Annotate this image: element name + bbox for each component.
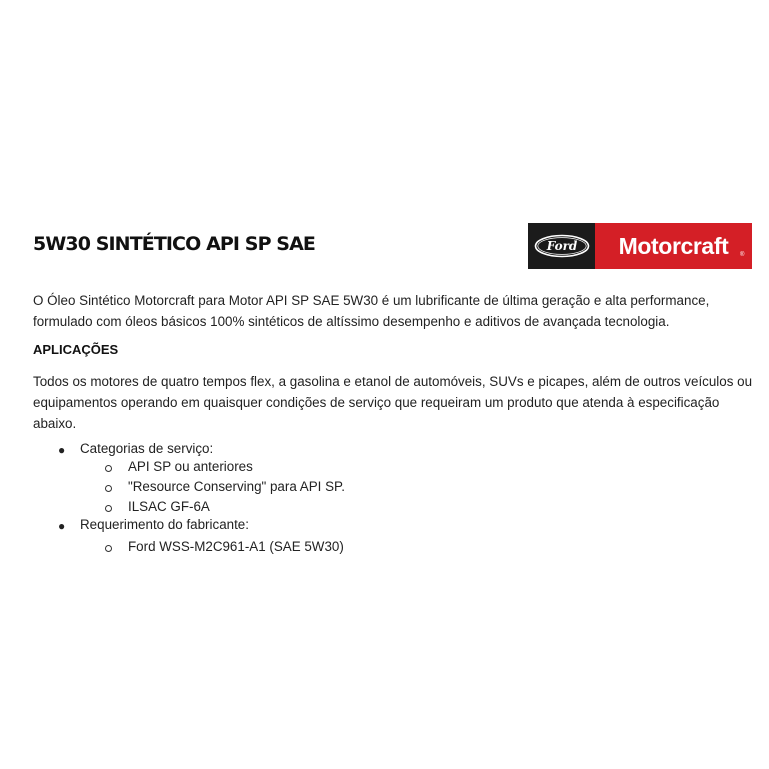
- ford-oval-logo: [528, 223, 595, 269]
- document-title: 5W30 SINTÉTICO API SP SAE: [33, 233, 315, 255]
- sub-bullet-icon: [105, 485, 112, 492]
- list-item: "Resource Conserving" para API SP.: [128, 479, 345, 494]
- bullet-icon: ●: [58, 519, 66, 533]
- ford-oval-icon: [534, 234, 590, 258]
- sub-bullet-icon: [105, 545, 112, 552]
- sub-bullet-icon: [105, 505, 112, 512]
- bullet-icon: ●: [58, 443, 66, 457]
- intro-paragraph: O Óleo Sintético Motorcraft para Motor API SP SAE 5W30 é um lubrificante de última geração e alta performance, formulado com óleos básicos 100% sintéticos de altíssimo desempenho e aditivos de avançada tecnologia.: [33, 293, 710, 329]
- applications-paragraph: Todos os motores de quatro tempos flex, a gasolina e etanol de automóveis, SUVs e picapes, além de outros veículos ou equipamentos operando em quaisquer condições de serviço que requeiram um produto que atenda à especificação abaixo.: [33, 374, 753, 431]
- ford-logo-text: Ford: [546, 239, 577, 253]
- ford-motorcraft-logo: [528, 223, 752, 269]
- manufacturer-requirement-label: Requerimento do fabricante:: [80, 517, 249, 532]
- motorcraft-logo-text: Motorcraft: [618, 232, 729, 259]
- list-item: ILSAC GF-6A: [128, 499, 210, 514]
- motorcraft-logo: [595, 223, 752, 269]
- sub-bullet-icon: [105, 465, 112, 472]
- list-item: API SP ou anteriores: [128, 459, 253, 474]
- list-item: Ford WSS-M2C961-A1 (SAE 5W30): [128, 539, 344, 554]
- service-categories-label: Categorias de serviço:: [80, 441, 214, 456]
- applications-heading: APLICAÇÕES: [33, 342, 119, 357]
- registered-mark: ®: [739, 252, 744, 258]
